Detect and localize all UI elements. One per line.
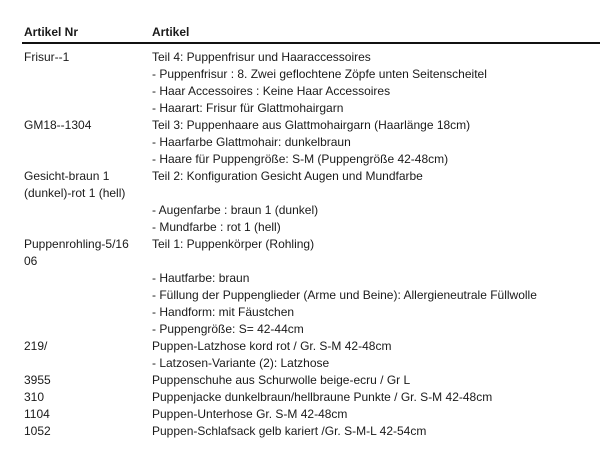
article-number-line: 3955 (24, 373, 51, 387)
article-detail-line: - Haarfarbe Glattmohair: dunkelbraun (152, 135, 351, 149)
table-row (0, 423, 600, 440)
article-description-cell (152, 423, 600, 440)
article-title-line: Teil 3: Puppenhaare aus Glattmohairgarn (Haarlänge 18cm) (152, 118, 471, 132)
article-number-line: 310 (24, 390, 45, 404)
article-number-cell (24, 49, 148, 66)
table-row (0, 372, 600, 389)
article-detail-line: - Hautfarbe: braun (152, 271, 250, 285)
article-detail-line: - Haar Accessoires : Keine Haar Accessoires (152, 84, 391, 98)
article-number-line: 06 (24, 254, 38, 268)
article-detail-line: - Latzosen-Variante (2): Latzhose (152, 356, 330, 370)
article-title-line: Teil 1: Puppenkörper (Rohling) (152, 237, 315, 251)
article-number-cell (24, 389, 148, 406)
article-description-cell (152, 389, 600, 406)
table-row (0, 49, 600, 117)
article-table (0, 49, 600, 440)
article-number-cell (24, 372, 148, 389)
article-number-line: Frisur--1 (24, 50, 70, 64)
blank-line (152, 185, 600, 202)
article-description-cell (152, 338, 600, 372)
article-number-cell (24, 117, 148, 134)
article-description-cell (152, 168, 600, 236)
article-description-cell (152, 236, 600, 338)
article-number-line: GM18--1304 (24, 118, 92, 132)
article-number-cell (24, 168, 148, 202)
article-detail-line: - Füllung der Puppenglieder (Arme und Beine): Allergieneutrale Füllwolle (152, 288, 537, 302)
article-number-line: (dunkel)-rot 1 (hell) (24, 186, 126, 200)
table-header (0, 24, 600, 42)
header-divider (22, 42, 600, 44)
article-description-cell (152, 406, 600, 423)
article-description-cell (152, 49, 600, 117)
column-header-artikel-nr: Artikel Nr (24, 25, 79, 39)
article-description-cell (152, 372, 600, 389)
article-number-cell (24, 236, 148, 270)
article-detail-line: - Augenfarbe : braun 1 (dunkel) (152, 203, 319, 217)
article-title-line: Puppen-Latzhose kord rot / Gr. S-M 42-48cm (152, 339, 392, 353)
article-number-line: Puppenrohling-5/16 (24, 237, 129, 251)
article-detail-line: - Puppenfrisur : 8. Zwei geflochtene Zöpfe unten Seitenscheitel (152, 67, 487, 81)
article-detail-line: - Puppengröße: S= 42-44cm (152, 322, 304, 336)
article-title-line: Puppen-Unterhose Gr. S-M 42-48cm (152, 407, 348, 421)
table-row (0, 389, 600, 406)
article-number-line: Gesicht-braun 1 (24, 169, 110, 183)
table-row (0, 406, 600, 423)
article-number-line: 1052 (24, 424, 51, 438)
article-number-cell (24, 423, 148, 440)
article-title-line: Puppen-Schlafsack gelb kariert /Gr. S-M-L 42-54cm (152, 424, 427, 438)
article-detail-line: - Handform: mit Fäustchen (152, 305, 295, 319)
table-row (0, 117, 600, 168)
article-detail-line: - Mundfarbe : rot 1 (hell) (152, 220, 281, 234)
article-title-line: Teil 2: Konfiguration Gesicht Augen und Mundfarbe (152, 169, 423, 183)
article-detail-line: - Haare für Puppengröße: S-M (Puppengröße 42-48cm) (152, 152, 449, 166)
article-title-line: Puppenjacke dunkelbraun/hellbraune Punkte / Gr. S-M 42-48cm (152, 390, 493, 404)
article-number-cell (24, 338, 148, 355)
table-row (0, 338, 600, 372)
article-number-line: 1104 (24, 407, 50, 421)
article-detail-line: - Haarart: Frisur für Glattmohairgarn (152, 101, 344, 115)
table-row (0, 236, 600, 338)
article-number-cell (24, 406, 148, 423)
blank-line (152, 253, 600, 270)
column-header-artikel: Artikel (152, 25, 190, 39)
article-title-line: Teil 4: Puppenfrisur und Haaraccessoires (152, 50, 371, 64)
article-title-line: Puppenschuhe aus Schurwolle beige-ecru / Gr L (152, 373, 411, 387)
article-number-line: 219/ (24, 339, 48, 353)
table-row (0, 168, 600, 236)
article-description-cell (152, 117, 600, 168)
